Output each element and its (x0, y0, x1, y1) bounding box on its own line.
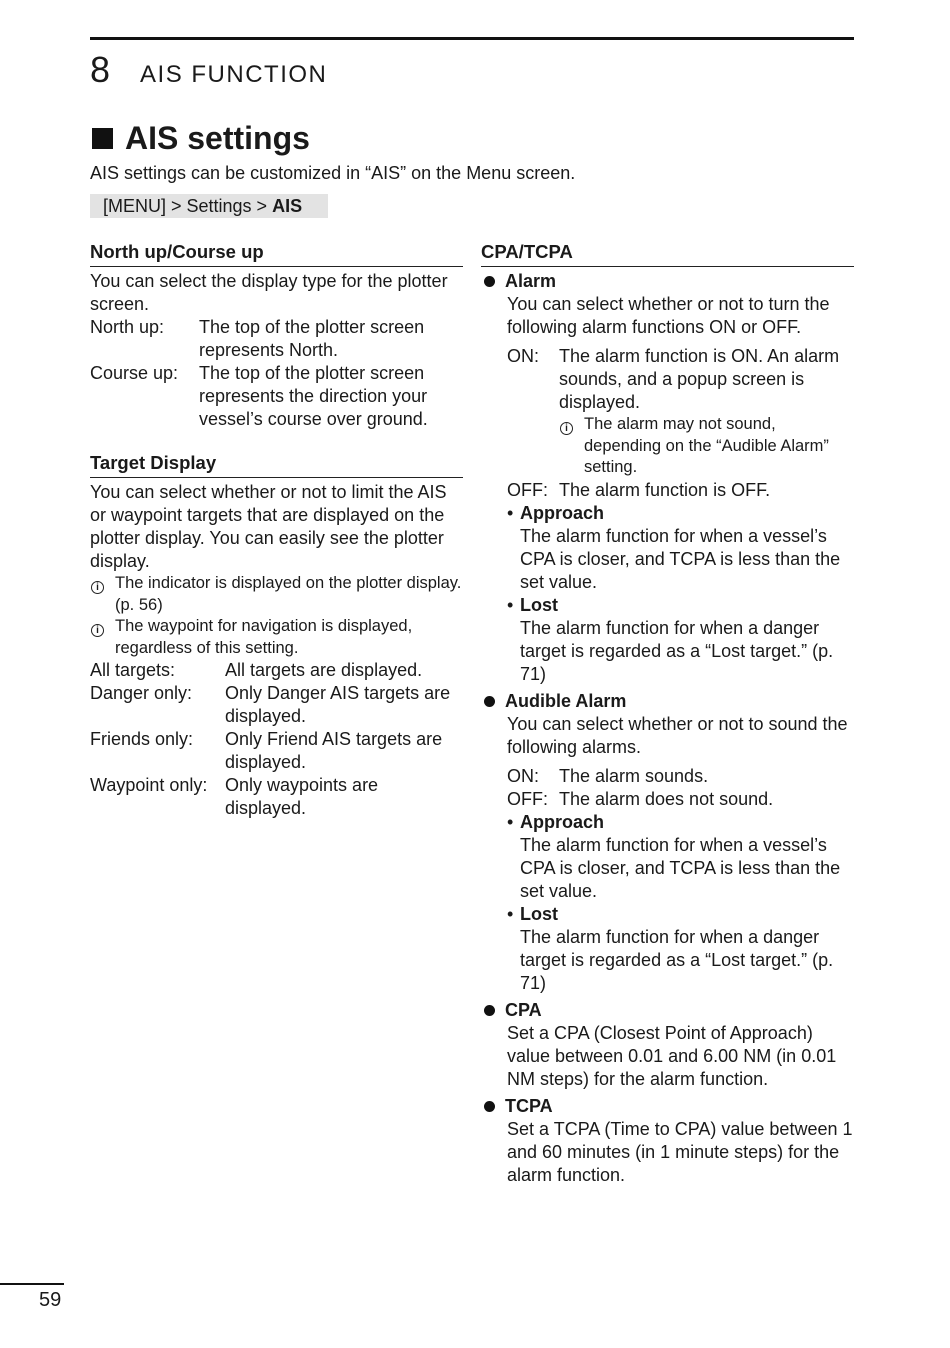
term: Danger only: (90, 683, 193, 703)
term: All targets: (90, 660, 176, 680)
definition-row (90, 728, 463, 774)
term: OFF: (507, 479, 548, 500)
audible-approach-title: • Approach (507, 811, 605, 832)
menu-path (90, 194, 328, 218)
alarm-lost-title: • Lost (507, 594, 558, 615)
term: Friends only: (90, 729, 194, 749)
definition-row (90, 362, 463, 431)
audible-lost-title: • Lost (507, 903, 558, 924)
definition: The top of the plotter screen represents North. (199, 317, 425, 360)
sub-title-text: Lost (520, 594, 558, 615)
alarm-lost-desc: The alarm function for when a danger target is regarded as a “Lost target.” (p. 71) (520, 617, 834, 684)
menu-path-bold: AIS (272, 196, 303, 216)
alarm-note (481, 414, 854, 479)
info-icon: i (90, 616, 115, 659)
bullet-dot-icon (484, 276, 495, 287)
audible-intro: You can select whether or not to sound the following alarms. (507, 713, 848, 757)
cpa-title-text: CPA (505, 999, 542, 1020)
term: North up: (90, 317, 165, 337)
bullet-dot-icon (484, 1005, 495, 1016)
section-title (90, 120, 310, 157)
info-icon: i (90, 573, 115, 616)
definition: The alarm sounds. (559, 765, 709, 786)
definition: All targets are displayed. (225, 660, 423, 680)
term: ON: (507, 346, 540, 366)
chapter-number: 8 (90, 49, 111, 90)
definition: Only waypoints are displayed. (225, 775, 379, 818)
note (90, 616, 463, 659)
audible-lost-desc: The alarm function for when a danger target is regarded as a “Lost target.” (p. 71) (520, 926, 834, 993)
audible-off-row (481, 788, 854, 811)
bullet-dot-icon (484, 1101, 495, 1112)
term: OFF: (507, 788, 548, 809)
right-column (481, 240, 854, 1187)
definition-row (90, 316, 463, 362)
north-up-intro: You can select the display type for the plotter screen. (90, 271, 448, 314)
page-number: 59 (39, 1289, 62, 1311)
tcpa-title-text: TCPA (505, 1095, 553, 1116)
definition: The alarm function is OFF. (559, 479, 771, 500)
info-icon: i (559, 414, 584, 479)
audible-title-text: Audible Alarm (505, 690, 627, 711)
alarm-title (481, 270, 854, 293)
definition: The alarm function is ON. An alarm sounds, and a popup screen is displayed. (559, 346, 840, 412)
cpa-tcpa-heading: CPA/TCPA (481, 240, 854, 267)
audible-approach-desc: The alarm function for when a vessel’s CPA is closer, and TCPA is less than the set value. (520, 834, 841, 901)
chapter-title: AIS FUNCTION (140, 61, 328, 88)
cpa-title (481, 999, 854, 1022)
top-rule (90, 37, 854, 40)
definition: Only Friend AIS targets are displayed. (225, 729, 443, 772)
alarm-title-text: Alarm (505, 271, 557, 291)
definition-row (90, 682, 463, 728)
section-title-text: AIS settings (125, 120, 310, 156)
north-up-heading: North up/Course up (90, 240, 463, 267)
alarm-approach-desc: The alarm function for when a vessel’s CPA is closer, and TCPA is less than the set value. (520, 525, 841, 592)
left-column (90, 240, 463, 820)
term: Course up: (90, 363, 179, 383)
note-text: The alarm may not sound, depending on the “Audible Alarm” setting. (584, 415, 829, 476)
definition-row (90, 659, 463, 682)
definition: The alarm does not sound. (559, 788, 774, 809)
footer-rule (0, 1283, 64, 1285)
audible-alarm-title (481, 690, 854, 713)
term: ON: (507, 765, 540, 786)
section-intro: AIS settings can be customized in “AIS” on the Menu screen. (90, 163, 576, 183)
sub-title-text: Approach (520, 811, 605, 832)
definition: Only Danger AIS targets are displayed. (225, 683, 451, 726)
alarm-off-row (481, 479, 854, 502)
term: Waypoint only: (90, 775, 208, 795)
square-bullet-icon (92, 128, 113, 149)
alarm-approach-title: • Approach (507, 502, 605, 523)
note (90, 573, 463, 616)
definition: The top of the plotter screen represents the direction your vessel’s course over ground. (199, 363, 428, 429)
chapter-header (90, 50, 327, 90)
sub-title-text: Lost (520, 903, 558, 924)
target-display-heading: Target Display (90, 451, 463, 478)
note-text: The indicator is displayed on the plotter display. (p. 56) (115, 574, 462, 614)
audible-on-row (481, 765, 854, 788)
menu-path-prefix: [MENU] > Settings > (103, 196, 273, 216)
definition-row (90, 774, 463, 820)
bullet-dot-icon (484, 696, 495, 707)
alarm-on-row (481, 345, 854, 414)
alarm-intro: You can select whether or not to turn the following alarm functions ON or OFF. (507, 294, 830, 337)
note-text: The waypoint for navigation is displayed, regardless of this setting. (115, 617, 413, 657)
target-display-intro: You can select whether or not to limit the AIS or waypoint targets that are displayed on the plotter display. You can easily see the plotter display. (90, 482, 447, 571)
cpa-desc: Set a CPA (Closest Point of Approach) value between 0.01 and 6.00 NM (in 0.01 NM steps) for the alarm function. (507, 1022, 837, 1089)
sub-title-text: Approach (520, 502, 605, 523)
tcpa-desc: Set a TCPA (Time to CPA) value between 1 and 60 minutes (in 1 minute steps) for the alarm function. (507, 1118, 853, 1185)
tcpa-title (481, 1095, 854, 1118)
